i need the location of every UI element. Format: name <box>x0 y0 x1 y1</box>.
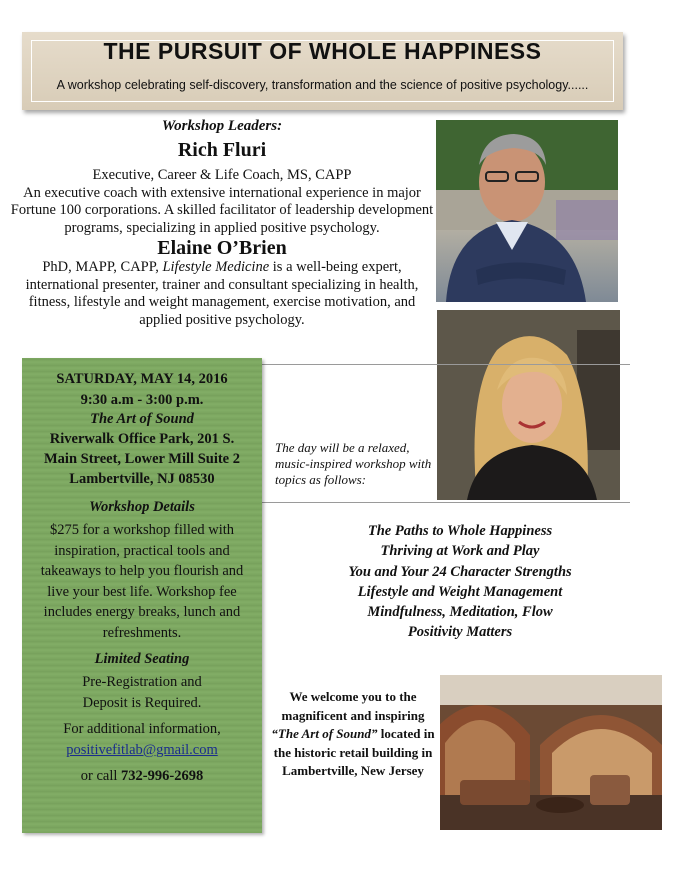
info-text: For additional information, <box>63 721 221 737</box>
leaders-section <box>8 118 436 329</box>
leader-bio-elaine <box>8 259 436 329</box>
page-title: THE PURSUIT OF WHOLE HAPPINESS <box>103 38 542 64</box>
rich-fluri-photo <box>436 120 618 302</box>
topics-list <box>290 521 630 643</box>
topic-item: You and Your 24 Character Strengths <box>348 563 572 580</box>
leader-bio-elaine-start: PhD, MAPP, CAPP, <box>42 259 163 275</box>
elaine-obrien-photo <box>437 310 620 500</box>
limited-seating-heading: Limited Seating <box>94 651 190 667</box>
divider-line <box>262 502 630 503</box>
leader-credentials-rich: Executive, Career & Life Coach, MS, CAPP <box>92 167 352 183</box>
leader-name-rich: Rich Fluri <box>177 139 267 161</box>
event-date: SATURDAY, MAY 14, 2016 <box>56 371 228 387</box>
topic-item: Mindfulness, Meditation, Flow <box>367 604 553 621</box>
divider-line <box>262 364 630 365</box>
contact-email-link[interactable]: positivefitlab@gmail.com <box>66 741 218 758</box>
art-of-sound-venue-photo <box>440 675 662 830</box>
leaders-label: Workshop Leaders: <box>161 118 283 134</box>
event-address-line2: Main Street, Lower Mill Suite 2 <box>44 451 240 467</box>
title-banner <box>22 32 623 110</box>
leader-bio-elaine-italic: Lifestyle Medicine <box>162 259 270 275</box>
topic-item: Lifestyle and Weight Management <box>357 583 563 600</box>
welcome-line2: located in the historic retail building in Lambertville, New Jersey <box>273 726 435 778</box>
leader-bio-elaine-end: is a well-being expert, international presenter, trainer and consultant specializing in health, fitness, lifestyle and weight management, exercise motivation, and applied positive psychology. <box>25 259 419 328</box>
limited-seating-text: Pre-Registration and Deposit is Required. <box>82 674 202 711</box>
contact-phone <box>22 766 262 786</box>
event-venue: The Art of Sound <box>90 411 194 427</box>
topic-item: Thriving at Work and Play <box>380 543 540 560</box>
call-prefix: or call <box>80 767 122 784</box>
event-time: 9:30 a.m - 3:00 p.m. <box>80 392 204 408</box>
topic-item: The Paths to Whole Happiness <box>367 523 553 539</box>
workshop-note: The day will be a relaxed, music-inspired workshop with topics as follows: <box>275 440 432 487</box>
event-info-panel <box>22 358 262 833</box>
leader-name-elaine: Elaine O’Brien <box>157 237 287 259</box>
page-subtitle: A workshop celebrating self-discovery, transformation and the science of positive psychology...... <box>56 78 589 92</box>
welcome-line1: We welcome you to the magnificent and inspiring <box>281 689 425 723</box>
welcome-text <box>268 688 438 781</box>
welcome-venue: “The Art of Sound” <box>271 726 378 741</box>
phone-number: 732-996-2698 <box>121 767 204 784</box>
event-address-line3: Lambertville, NJ 08530 <box>69 471 215 487</box>
workshop-details-heading: Workshop Details <box>89 499 195 515</box>
leader-bio-rich: An executive coach with extensive international experience in major Fortune 100 corporations. A skilled facilitator of leadership development programs, specializing in applied positive psychology. <box>10 184 434 236</box>
event-address-line1: Riverwalk Office Park, 201 S. <box>49 431 235 447</box>
workshop-details-text: $275 for a workshop filled with inspiration, practical tools and takeaways to help you flourish and live your best life. Workshop fee includes energy breaks, lunch and refreshments. <box>40 522 244 641</box>
topic-item: Positivity Matters <box>407 624 513 641</box>
